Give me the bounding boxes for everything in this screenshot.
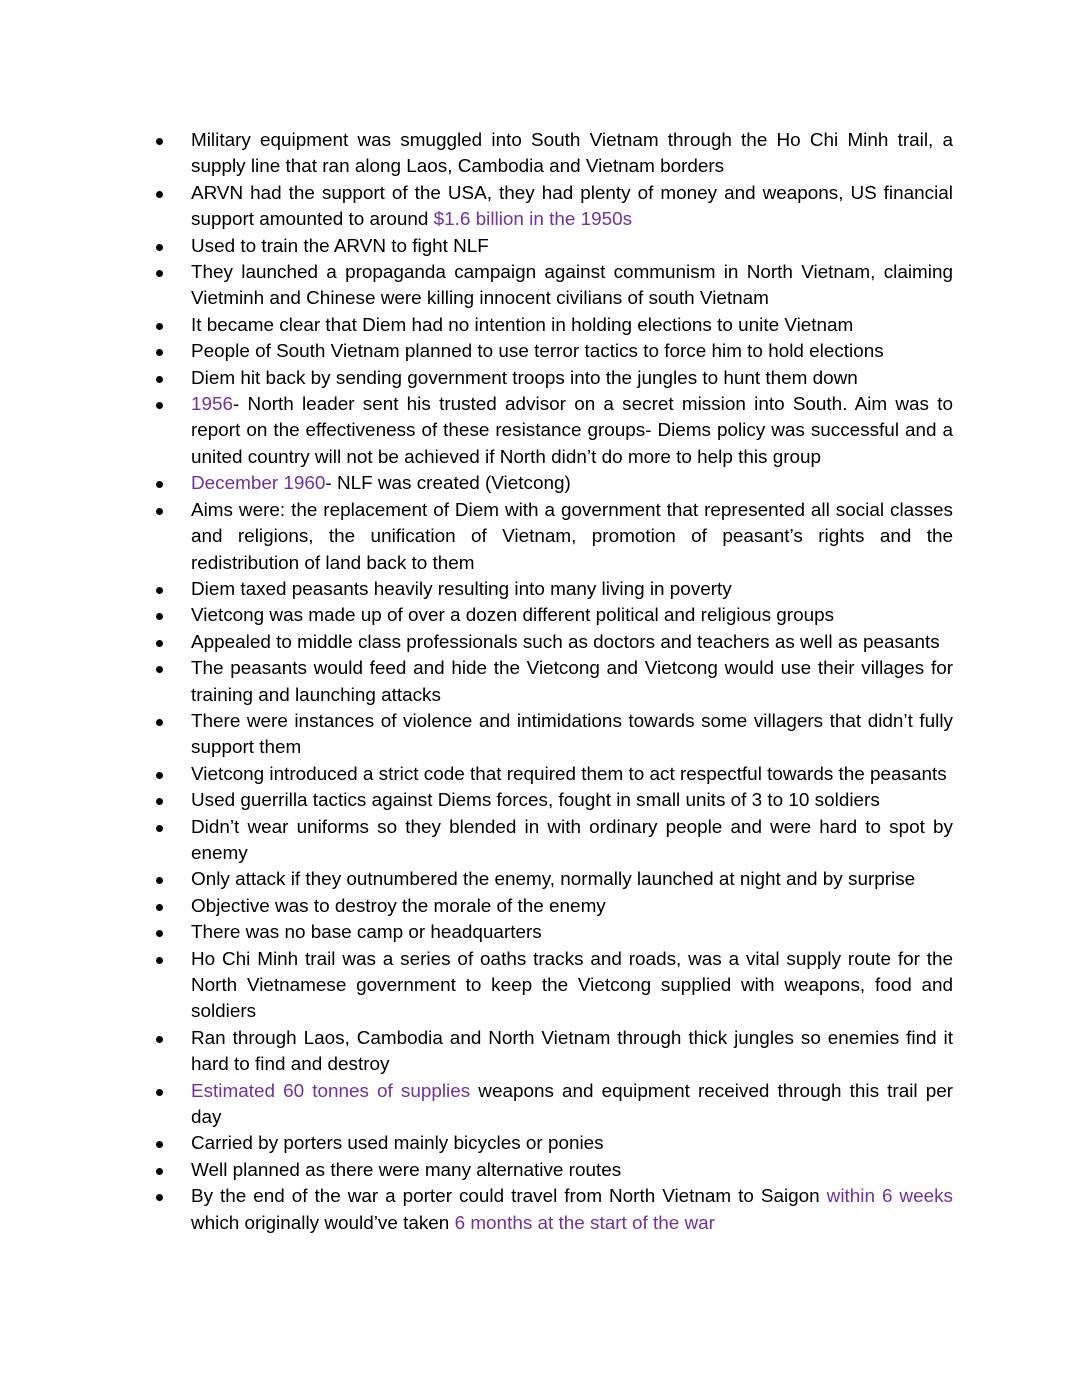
bullet-dot-icon: [156, 613, 163, 620]
bullet-text: By the end of the war a porter could travel from North Vietnam to Saigon: [191, 1186, 827, 1208]
bullet-dot-icon: [156, 1194, 163, 1201]
bullet-item: [0, 313, 953, 339]
bullet-item: [0, 392, 953, 471]
bullet-text: Carried by porters used mainly bicycles or ponies: [191, 1133, 604, 1155]
bullet-dot-icon: [156, 1141, 163, 1148]
bullet-text: It became clear that Diem had no intention in holding elections to unite Vietnam: [191, 314, 854, 336]
bullet-item: [0, 1131, 953, 1157]
bullet-text: - NLF was created (Vietcong): [325, 473, 571, 495]
bullet-dot-icon: [156, 1036, 163, 1043]
bullet-item: [0, 1184, 953, 1237]
bullet-text: Objective was to destroy the morale of the enemy: [191, 895, 606, 917]
bullet-text: Only attack if they outnumbered the enemy, normally launched at night and by surprise: [191, 869, 916, 891]
bullet-dot-icon: [156, 640, 163, 647]
bullet-dot-icon: [156, 719, 163, 726]
bullet-text: The peasants would feed and hide the Vietcong and Vietcong would use their villages for training and launching attacks: [191, 658, 953, 706]
bullet-text: There were instances of violence and intimidations towards some villagers that didn’t fully support them: [191, 710, 953, 759]
bullet-text: There was no base camp or headquarters: [191, 922, 542, 944]
bullet-text: Military equipment was smuggled into South Vietnam through the Ho Chi Minh trail, a supply line that ran along Laos, Cambodia and Vietnam borders: [191, 130, 953, 178]
bullet-text: Didn’t wear uniforms so they blended in with ordinary people and were hard to spot by enemy: [191, 816, 953, 864]
bullet-text: Ho Chi Minh trail was a series of oaths tracks and roads, was a vital supply route for the North Vietnamese government to keep the Vietcong supplied with weapons, food and soldiers: [191, 948, 953, 1023]
bullet-text: People of South Vietnam planned to use terror tactics to force him to hold elections: [191, 341, 884, 363]
highlighted-text: December 1960: [191, 473, 326, 495]
bullet-dot-icon: [156, 957, 163, 964]
bullet-dot-icon: [156, 798, 163, 805]
bullet-text: Aims were: the replacement of Diem with a government that represented all social classes and religions, the unification of Vietnam, promotion of peasant’s rights and the redistribution of land back to them: [191, 499, 953, 574]
bullet-item: [0, 260, 953, 313]
bullet-item: [0, 1079, 953, 1132]
bullet-item: [0, 471, 953, 497]
highlighted-text: 6 months at the start of the war: [454, 1212, 715, 1234]
bullet-dot-icon: [156, 1089, 163, 1096]
bullet-dot-icon: [156, 270, 163, 277]
bullet-item: [0, 947, 953, 1026]
bullet-dot-icon: [156, 191, 163, 198]
bullet-dot-icon: [156, 825, 163, 832]
bullet-item: [0, 234, 953, 260]
highlighted-text: 1956: [191, 394, 234, 416]
bullet-text: which originally would’ve taken: [191, 1212, 455, 1234]
bullet-dot-icon: [156, 587, 163, 594]
bullet-list: [0, 128, 1080, 1237]
bullet-item: [0, 788, 953, 814]
highlighted-text: Estimated 60 tonnes of supplies: [191, 1080, 471, 1102]
bullet-item: [0, 339, 953, 365]
bullet-dot-icon: [156, 877, 163, 884]
bullet-item: [0, 498, 953, 577]
bullet-dot-icon: [156, 1168, 163, 1175]
bullet-item: [0, 577, 953, 603]
bullet-dot-icon: [156, 376, 163, 383]
bullet-dot-icon: [156, 666, 163, 673]
bullet-dot-icon: [156, 904, 163, 911]
bullet-text: Vietcong was made up of over a dozen different political and religious groups: [191, 605, 835, 627]
bullet-item: [0, 920, 953, 946]
bullet-text: weapons and equipment received through this trail per day: [191, 1080, 953, 1129]
bullet-text: ARVN had the support of the USA, they had plenty of money and weapons, US financial support amounted to around: [191, 182, 953, 231]
bullet-text: Vietcong introduced a strict code that required them to act respectful towards the peasants: [191, 763, 947, 785]
bullet-text: Diem taxed peasants heavily resulting into many living in poverty: [191, 578, 732, 600]
bullet-text: Appealed to middle class professionals such as doctors and teachers as well as peasants: [191, 631, 940, 653]
bullet-item: [0, 603, 953, 629]
bullet-dot-icon: [156, 930, 163, 937]
bullet-item: [0, 366, 953, 392]
bullet-text: Well planned as there were many alternative routes: [191, 1159, 622, 1181]
bullet-dot-icon: [156, 772, 163, 779]
bullet-item: [0, 181, 953, 234]
bullet-item: [0, 1026, 953, 1079]
bullet-item: [0, 630, 953, 656]
bullet-dot-icon: [156, 349, 163, 356]
bullet-item: [0, 128, 953, 181]
bullet-item: [0, 1158, 953, 1184]
bullet-text: Ran through Laos, Cambodia and North Vietnam through thick jungles so enemies find it hard to find and destroy: [191, 1027, 953, 1076]
bullet-dot-icon: [156, 481, 163, 488]
bullet-text: They launched a propaganda campaign against communism in North Vietnam, claiming Vietminh and Chinese were killing innocent civilians of south Vietnam: [191, 262, 953, 310]
bullet-text: - North leader sent his trusted advisor on a secret mission into South. Aim was to report on the effectiveness of these resistance groups- Diems policy was successful and a united country will not be achieved if North didn’t do more to help this group: [191, 394, 953, 468]
highlighted-text: $1.6 billion in the 1950s: [433, 209, 633, 231]
bullet-item: [0, 762, 953, 788]
bullet-item: [0, 815, 953, 868]
bullet-dot-icon: [156, 508, 163, 515]
bullet-text: Diem hit back by sending government troops into the jungles to hunt them down: [191, 367, 858, 389]
bullet-item: [0, 709, 953, 762]
bullet-item: [0, 656, 953, 709]
bullet-dot-icon: [156, 323, 163, 330]
bullet-item: [0, 894, 953, 920]
bullet-dot-icon: [156, 402, 163, 409]
bullet-dot-icon: [156, 138, 163, 145]
highlighted-text: within 6 weeks: [826, 1186, 953, 1208]
bullet-text: Used to train the ARVN to fight NLF: [191, 235, 489, 257]
bullet-text: Used guerrilla tactics against Diems forces, fought in small units of 3 to 10 soldiers: [191, 790, 880, 812]
bullet-item: [0, 867, 953, 893]
bullet-dot-icon: [156, 244, 163, 251]
